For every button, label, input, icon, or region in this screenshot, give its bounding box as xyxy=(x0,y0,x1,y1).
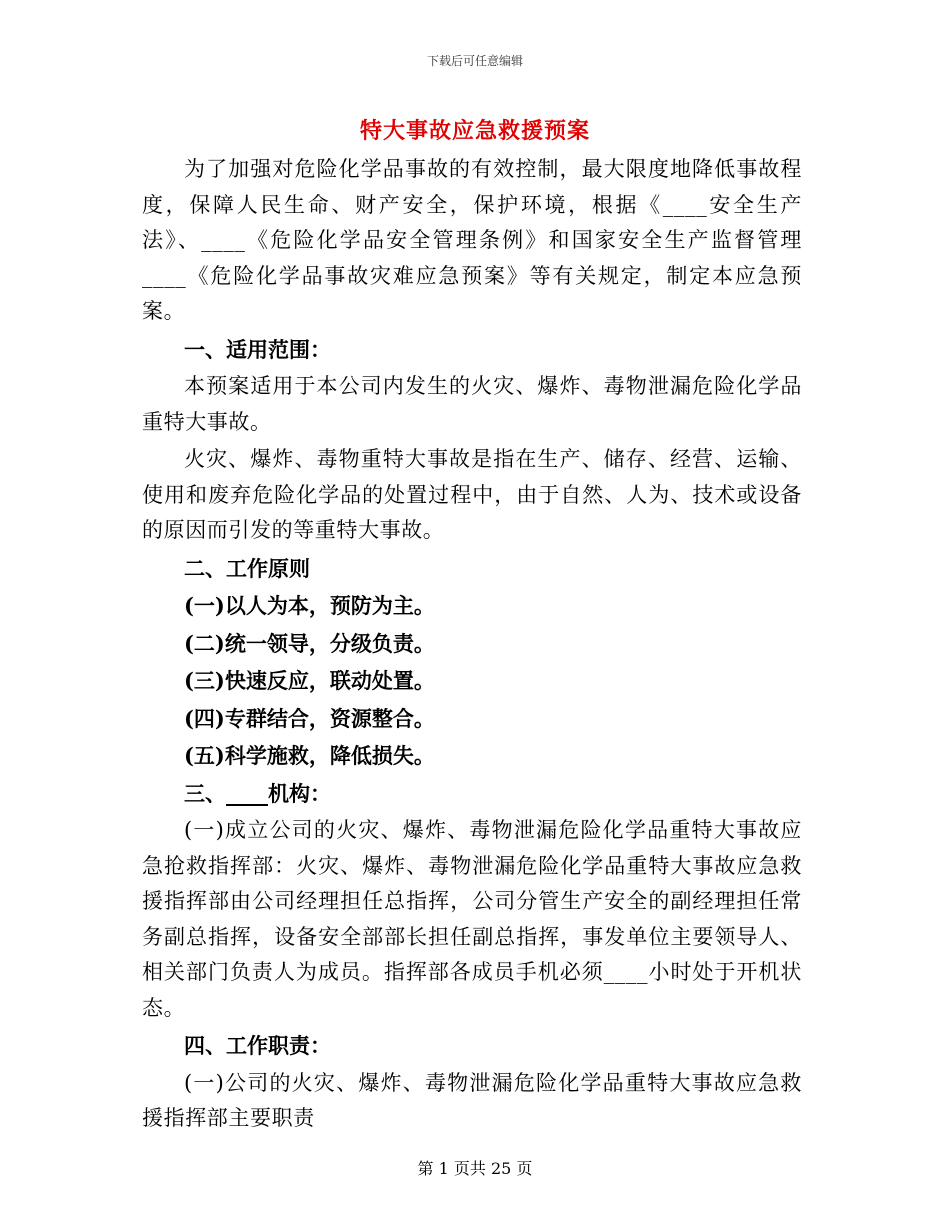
duties-paragraph: (一)公司的火灾、爆炸、毒物泄漏危险化学品重特大事故应急救援指挥部主要职责 xyxy=(142,1070,802,1130)
principle-item: (四)专群结合，资源整合。 xyxy=(184,705,435,731)
principle-item: (一)以人为本，预防为主。 xyxy=(184,593,435,618)
document-title: 特大事故应急救援预案 xyxy=(359,118,590,144)
page-header-note: 下载后可任意编辑 xyxy=(426,54,523,68)
section-heading-scope: 一、适用范围： xyxy=(184,336,331,362)
intro-paragraph: 为了加强对危险化学品事故的有效控制，最大限度地降低事故程度，保障人民生命、财产安全，保护环境，根据《____安全生产法》、____《危险化学品安全管理条例》和国家安全生产监督管理____《危险化学品事故灾难应急预案》等有关规定，制定本应急预案。 xyxy=(142,157,802,323)
section-heading-principles: 二、工作原则 xyxy=(184,555,310,581)
definition-paragraph: 火灾、爆炸、毒物重特大事故是指在生产、储存、经营、运输、使用和废弃危险化学品的处置过程中，由于自然、人为、技术或设备的原因而引发的等重特大事故。 xyxy=(142,447,802,542)
section-heading-duties: 四、工作职责： xyxy=(184,1033,331,1058)
scope-paragraph: 本预案适用于本公司内发生的火灾、爆炸、毒物泄漏危险化学品重特大事故。 xyxy=(142,374,802,434)
document-body xyxy=(142,152,802,1139)
section-heading-organization: 三、____机构： xyxy=(184,780,331,806)
principle-item: (三)快速反应，联动处置。 xyxy=(184,668,435,693)
organization-paragraph: (一)成立公司的火灾、爆炸、毒物泄漏危险化学品重特大事故应急抢救指挥部：火灾、爆炸、毒物泄漏危险化学品重特大事故应急救援指挥部由公司经理担任总指挥，公司分管生产安全的副经理担任常务副总指挥，设备安全部部长担任副总指挥，事发单位主要领导人、相关部门负责人为成员。指挥部各成员手机必须____小时处于开机状态。 xyxy=(142,818,802,1020)
page-footer: 第 1 页共 25 页 xyxy=(417,1159,533,1178)
principle-item: (二)统一领导，分级负责。 xyxy=(184,630,435,656)
principle-item: (五)科学施救，降低损失。 xyxy=(184,743,435,768)
